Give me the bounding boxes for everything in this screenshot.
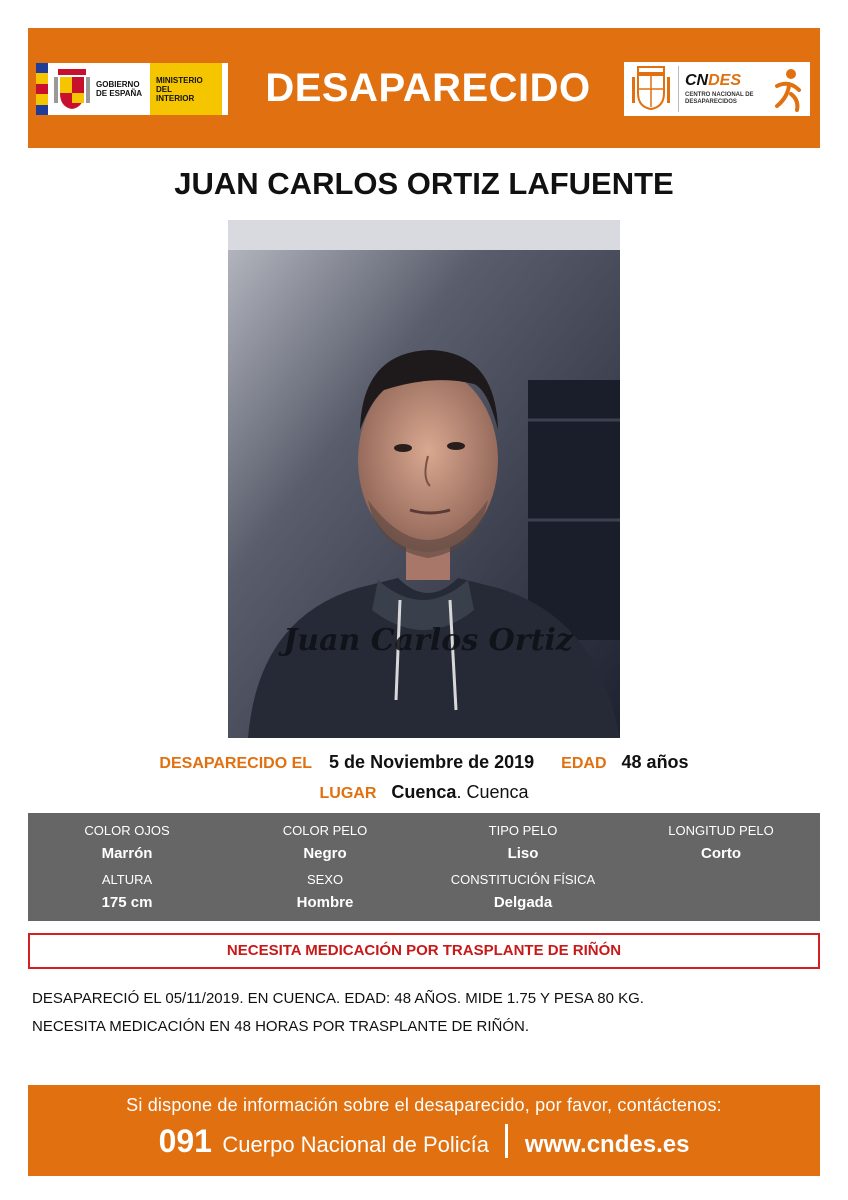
spec-key: SEXO (306, 872, 344, 887)
police-phone-number[interactable]: 091 (158, 1123, 212, 1159)
poster-title: DESAPARECIDO (265, 66, 591, 110)
missing-date-row (0, 752, 848, 773)
description-line: DESAPARECIÓ EL 05/11/2019. EN CUENCA. EDAD: 48 AÑOS. MIDE 1.75 Y PESA 80 KG. (32, 990, 644, 1007)
spec-value: Corto (701, 845, 741, 862)
cndes-name: CNDES (685, 71, 742, 89)
age-label: EDAD (561, 755, 607, 772)
spec-sex (226, 872, 424, 911)
portrait-illustration (228, 220, 620, 738)
footer-divider (505, 1124, 508, 1158)
logo-divider (678, 66, 679, 112)
police-agency-name: Cuerpo Nacional de Policía (222, 1132, 490, 1157)
physical-description-panel (28, 813, 820, 921)
spec-value: Liso (507, 845, 539, 862)
contact-footer (28, 1085, 820, 1176)
spec-value: Negro (303, 845, 347, 862)
spec-hair-length (622, 823, 820, 862)
contact-prompt: Si dispone de información sobre el desaparecido, por favor, contáctenos: (126, 1095, 722, 1115)
spain-flag-strip (36, 63, 48, 115)
missing-person-name: JUAN CARLOS ORTIZ LAFUENTE (174, 166, 674, 201)
case-description (32, 985, 822, 1041)
gobierno-label: GOBIERNO DE ESPAÑA (96, 80, 143, 98)
spec-key: LONGITUD PELO (668, 823, 774, 838)
cndes-wordmark (685, 73, 765, 106)
photo-caption-text: Juan Carlos Ortiz (283, 623, 573, 658)
spec-hair-color (226, 823, 424, 862)
location-label: LUGAR (319, 785, 377, 802)
gobierno-espana-logo (36, 63, 228, 115)
medical-alert-box: NECESITA MEDICACIÓN POR TRASPLANTE DE RIÑÓN (28, 933, 820, 969)
spec-key: ALTURA (101, 872, 153, 887)
cndes-crest-icon (630, 65, 672, 113)
spec-hair-type (424, 823, 622, 862)
location-province: . Cuenca (456, 782, 529, 802)
missing-date-value: 5 de Noviembre de 2019 (329, 752, 535, 772)
spec-value: 175 cm (101, 894, 153, 911)
location-city: Cuenca (391, 782, 457, 802)
description-line: NECESITA MEDICACIÓN EN 48 HORAS POR TRASPLANTE DE RIÑÓN. (32, 1018, 530, 1035)
age-value: 48 años (621, 752, 689, 772)
spec-value: Delgada (493, 894, 553, 911)
spec-key: CONSTITUCIÓN FÍSICA (450, 872, 596, 887)
missing-person-photo (228, 220, 620, 738)
spec-value: Marrón (101, 845, 153, 862)
contact-line (28, 1123, 820, 1160)
cndes-website-link[interactable]: www.cndes.es (524, 1131, 690, 1158)
running-figure-icon (769, 66, 805, 112)
spec-value: Hombre (296, 894, 354, 911)
ministerio-box (150, 63, 222, 115)
spec-height (28, 872, 226, 911)
spec-key: TIPO PELO (488, 823, 558, 838)
location-row (0, 782, 848, 803)
ministerio-label: MINISTERIO DEL INTERIOR (156, 75, 203, 103)
spec-key: COLOR OJOS (84, 823, 170, 838)
cndes-subtitle: CENTRO NACIONAL DE DESAPARECIDOS (685, 91, 754, 105)
missing-date-label: DESAPARECIDO EL (159, 755, 313, 772)
cndes-logo (624, 62, 810, 116)
coat-of-arms-icon (54, 67, 90, 111)
spec-build (424, 872, 622, 911)
header-banner (28, 28, 820, 148)
spec-key: COLOR PELO (282, 823, 368, 838)
spec-eye-color (28, 823, 226, 862)
